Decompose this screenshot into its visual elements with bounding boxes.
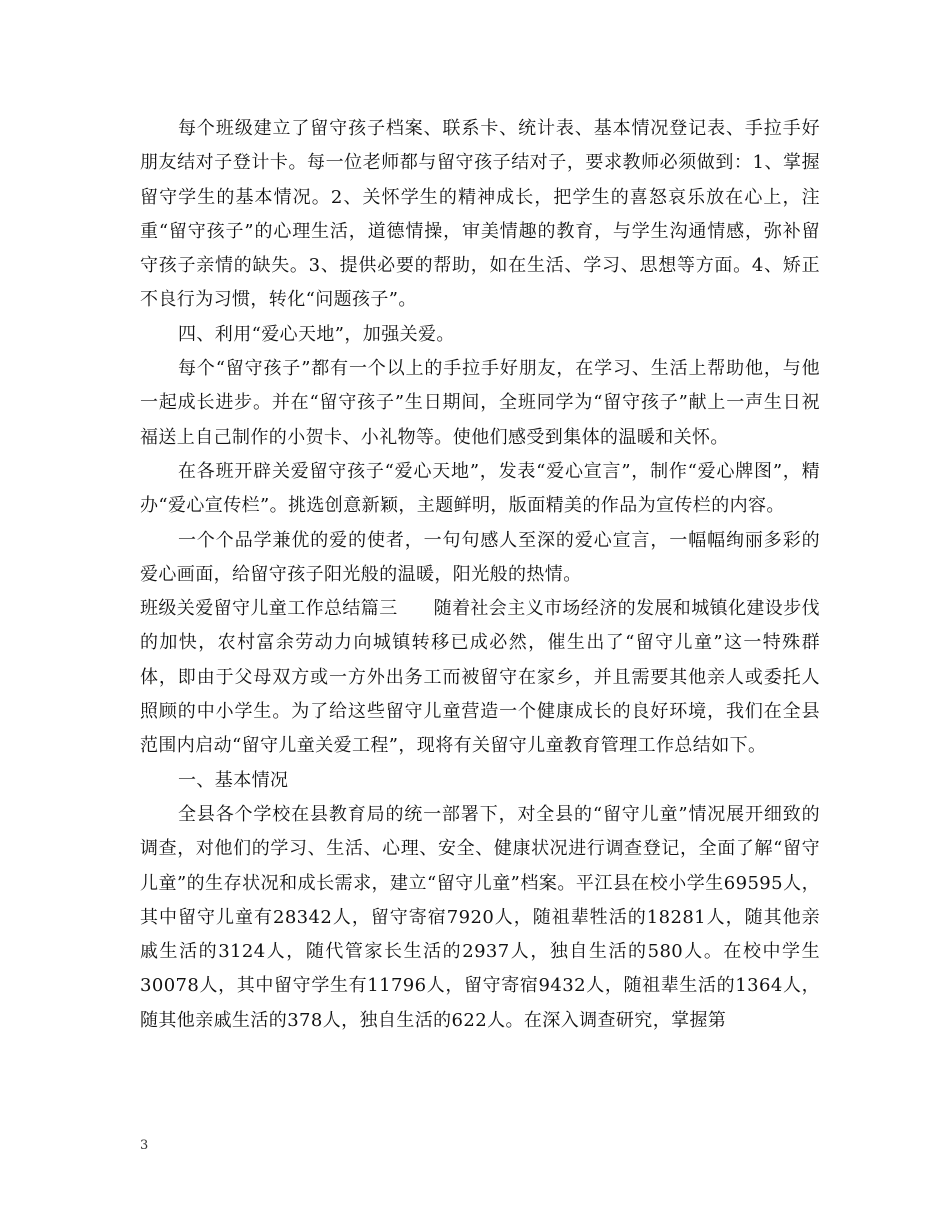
page-number: 3 (140, 1138, 149, 1153)
section-intro: 随着社会主义市场经济的发展和城镇化建设步伐的加快，农村富余劳动力向城镇转移已成必然，催生出了“留守儿童”这一特殊群体，即由于父母双方或一方外出务工而被留守在家乡，并且需要其他亲人或委托人照顾的中小学生。为了给这些留守儿童营造一个健康成长的良好环境，我们在全县范围内启动“留守儿童关爱工程”，现将有关留守儿童教育管理工作总结如下。 (140, 598, 821, 757)
paragraph-pairing-requirements: 每个班级建立了留守孩子档案、联系卡、统计表、基本情况登记表、手拉手好朋友结对子登计卡。每一位老师都与留守孩子结对子，要求教师必须做到：1、掌握留守学生的基本情况。2、关怀学生的精神成长，把学生的喜怒哀乐放在心上，注重“留守孩子”的心理生活，道德情操，审美情趣的教育，与学生沟通情感，弥补留守孩子亲情的缺失。3、提供必要的帮助，如在生活、学习、思想等方面。4、矫正不良行为习惯，转化“问题孩子”。 (140, 118, 820, 311)
paragraph-buddy-program: 每个“留守孩子”都有一个以上的手拉手好朋友，在学习、生活上帮助他，与他一起成长进步。并在“留守孩子”生日期间，全班同学为“留守孩子”献上一声生日祝福送上自己制作的小贺卡、小礼物等。使他们感受到集体的温暖和关怀。 (140, 358, 820, 448)
heading-love-corner: 四、利用“爱心天地”，加强关爱。 (178, 323, 455, 345)
paragraph-love-corner-activities: 在各班开辟关爱留守孩子“爱心天地”，发表“爱心宣言”，制作“爱心牌图”，精办“爱心宣传栏”。挑选创意新颖，主题鲜明，版面精美的作品为宣传栏的内容。 (140, 460, 820, 517)
section-heading: 班级关爱留守儿童工作总结篇三 (140, 598, 398, 620)
paragraph-love-messengers: 一个个品学兼优的爱的使者，一句句感人至深的爱心宣言，一幅幅绚丽多彩的爱心画面，给留守孩子阳光般的温暖，阳光般的热情。 (140, 529, 820, 585)
subheading-basic-situation: 一、基本情况 (178, 769, 289, 791)
paragraph-statistics: 全县各个学校在县教育局的统一部署下，对全县的“留守儿童”情况展开细致的调查，对他们的学习、生活、心理、安全、健康状况进行调查登记，全面了解“留守儿童”的生存状况和成长需求，建立“留守儿童”档案。平江县在校小学生69595人，其中留守儿童有28342人，留守寄宿7920人，随祖辈牲活的18281人，随其他亲戚生活的3124人，随代管家长生活的2937人，独自生活的580人。在校中学生30078人，其中留守学生有11796人，留守寄宿9432人，随祖辈生活的1364人，随其他亲戚生活的378人，独自生活的622人。在深入调查研究，掌握第 (140, 803, 820, 1031)
section-three-paragraph (140, 592, 820, 763)
document-body (140, 112, 820, 1038)
